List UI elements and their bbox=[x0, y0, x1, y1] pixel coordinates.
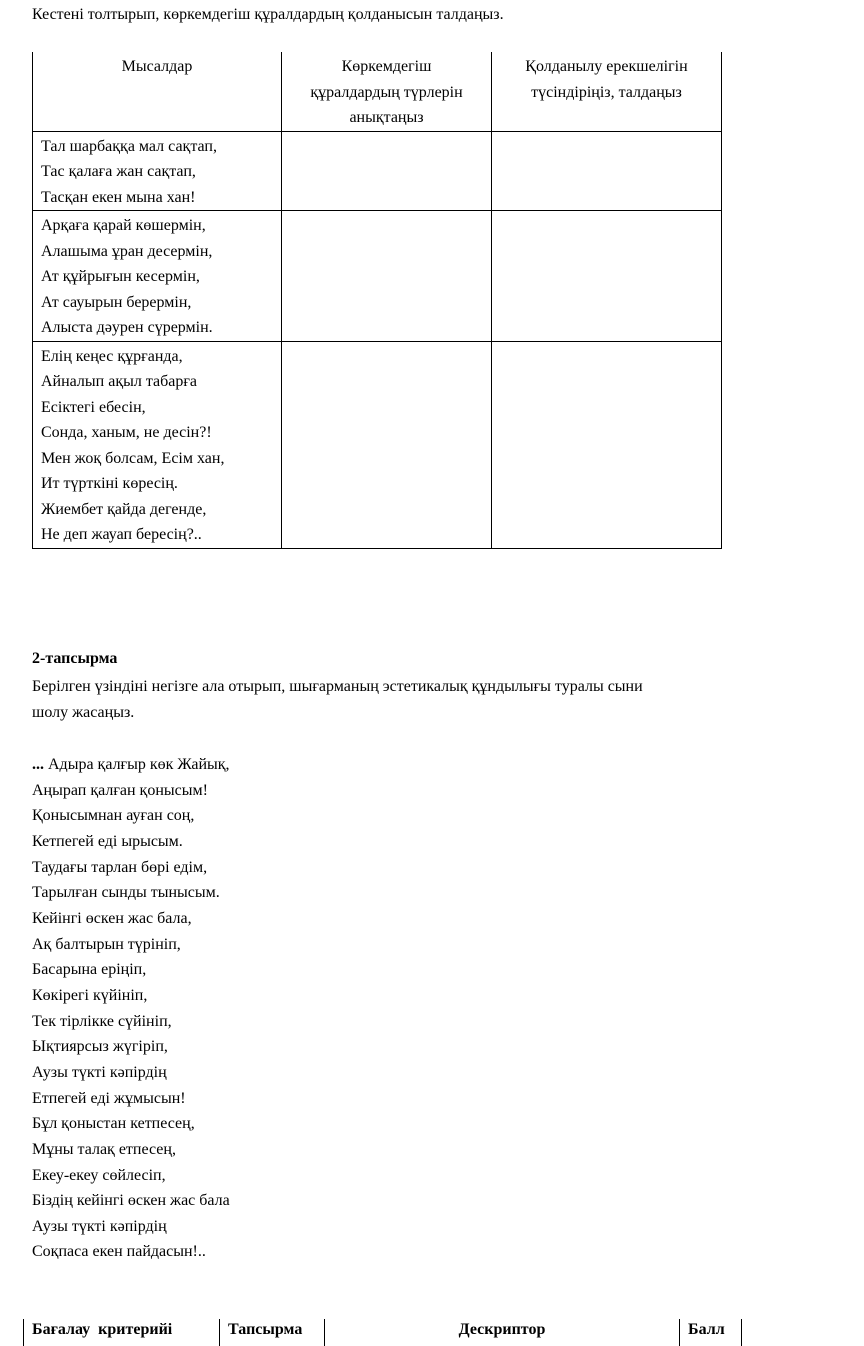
header-assessment-criterion: Бағалау критерийі bbox=[24, 1319, 220, 1346]
header-score: Балл bbox=[680, 1319, 742, 1346]
poem-line: Біздің кейінгі өскен жас бала bbox=[32, 1192, 230, 1210]
task1-instruction: Кестені толтырып, көркемдегіш құралдардың қолданысын талдаңыз. bbox=[32, 6, 504, 23]
header-descriptor: Дескриптор bbox=[325, 1319, 680, 1346]
poem-line: Аузы түкті кәпірдің bbox=[32, 1063, 167, 1081]
poem-line: Соқпаса екен пайдасын!.. bbox=[32, 1243, 206, 1261]
poem-line: Аңырап қалған қонысым! bbox=[32, 781, 208, 799]
poem-line: Басарына еріңіп, bbox=[32, 961, 147, 979]
header-examples: Мысалдар bbox=[33, 52, 282, 131]
poem-line: Ықтиярсыз жүгіріп, bbox=[32, 1038, 168, 1056]
example-cell: Елің кеңес құрғанда, Айналып ақыл табарға Есіктегі ебесін, Сонда, ханым, не десін?! Мен жоқ болсам, Есім хан, Ит түрткіні көресің. Жиембет қайда дегенде, Не деп жауап бересің?.. bbox=[33, 341, 282, 548]
analysis-table-header-row bbox=[33, 52, 722, 131]
device-types-answer-cell[interactable] bbox=[282, 131, 492, 211]
header-device-types: Көркемдегіш құралдардың түрлерін анықтаңыз bbox=[282, 52, 492, 131]
table-row bbox=[33, 131, 722, 211]
device-types-answer-cell[interactable] bbox=[282, 211, 492, 342]
poem-line: ... Адыра қалғыр көк Жайық, bbox=[32, 756, 230, 773]
poem-line: Етпегей еді жұмысын! bbox=[32, 1089, 186, 1107]
poem-line: Бұл қоныстан кетпесең, bbox=[32, 1115, 195, 1133]
poem-line: Аузы түкті кәпірдің bbox=[32, 1217, 167, 1235]
example-cell: Тал шарбаққа мал сақтап, Тас қалаға жан сақтап, Тасқан екен мына хан! bbox=[33, 131, 282, 211]
poem-line: Екеу-екеу сөйлесіп, bbox=[32, 1166, 166, 1184]
poem-line: Таудағы тарлан бөрі едім, bbox=[32, 858, 208, 876]
assessment-criteria-table bbox=[23, 1319, 742, 1346]
task2-description: Берілген үзіндіні негізге ала отырып, шығарманың эстетикалық құндылығы туралы сыни шолу жасаңыз. bbox=[32, 678, 643, 721]
explanation-answer-cell[interactable] bbox=[492, 341, 722, 548]
header-task: Тапсырма bbox=[220, 1319, 325, 1346]
criteria-header-row bbox=[24, 1319, 742, 1346]
poem-line: Тек тірлікке сүйініп, bbox=[32, 1012, 172, 1030]
table-row bbox=[33, 211, 722, 342]
poem-excerpt bbox=[32, 752, 230, 1265]
poem-line: Тарылған сынды тынысым. bbox=[32, 884, 220, 902]
device-types-answer-cell[interactable] bbox=[282, 341, 492, 548]
task2-title: 2-тапсырма bbox=[32, 650, 118, 667]
explanation-answer-cell[interactable] bbox=[492, 211, 722, 342]
header-usage-explanation: Қолданылу ерекшелігін түсіндіріңіз, талдаңыз bbox=[492, 52, 722, 131]
poem-line: Көкірегі күйініп, bbox=[32, 986, 148, 1004]
task2-section bbox=[32, 648, 752, 725]
analysis-table bbox=[32, 52, 722, 549]
poem-line: Ақ балтырын түрініп, bbox=[32, 935, 181, 953]
explanation-answer-cell[interactable] bbox=[492, 131, 722, 211]
example-cell: Арқаға қарай көшермін, Алашыма ұран десермін, Ат құйрығын кесермін, Ат сауырын берермін, Алыста дәурен сүрермін. bbox=[33, 211, 282, 342]
table-row bbox=[33, 341, 722, 548]
poem-line: Кейінгі өскен жас бала, bbox=[32, 909, 192, 927]
poem-line: Қонысымнан ауған соң, bbox=[32, 807, 195, 825]
poem-line: Кетпегей еді ырысым. bbox=[32, 832, 183, 850]
poem-line: Мұны талақ етпесең, bbox=[32, 1140, 176, 1158]
